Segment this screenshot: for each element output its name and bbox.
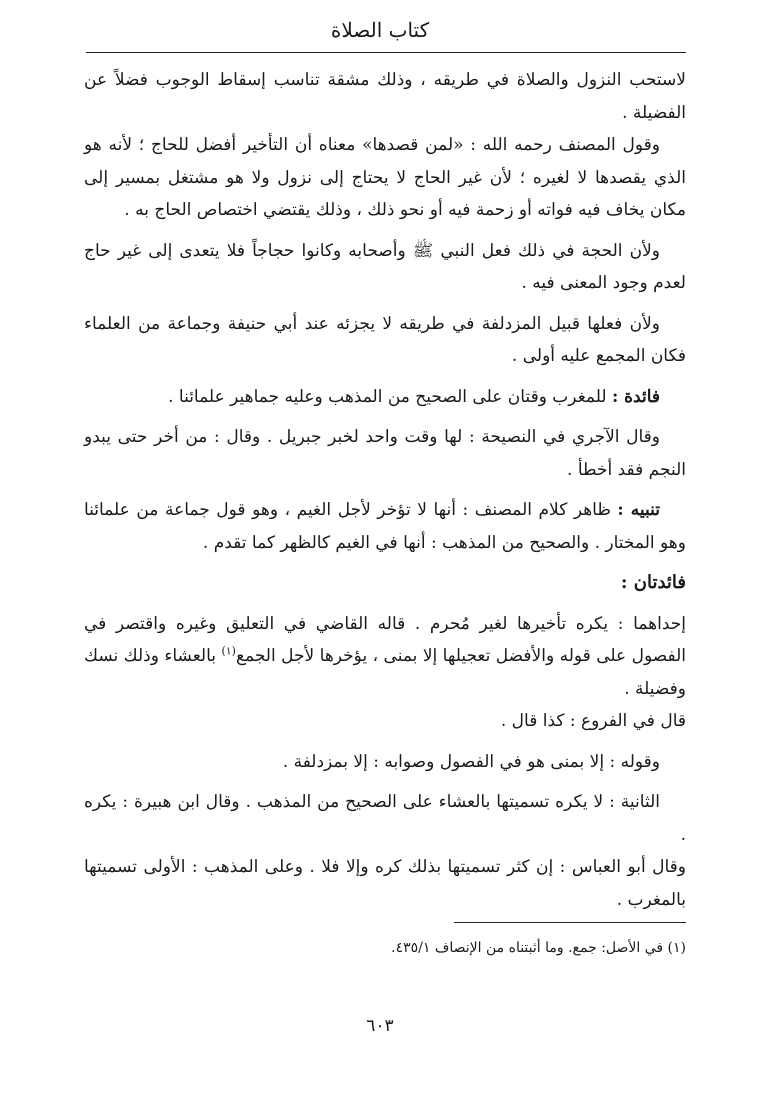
- furu-note: قال في الفروع : كذا قال .: [500, 711, 686, 731]
- faida-text: للمغرب وقتان على الصحيح من المذهب وعليه جماهير علمائنا .: [168, 386, 612, 407]
- header-rule: [86, 52, 686, 53]
- qawluhu-note: وقوله : إلا بمنى هو في الفصول وصوابه : إلا بمزدلفة .: [282, 751, 660, 772]
- main-text: [84, 64, 686, 924]
- paragraph: لاستحب النزول والصلاة في طريقه ، وذلك مشقة تناسب إسقاط الوجوب فضلاً عن الفضيلة .: [84, 70, 686, 123]
- second-faida: الثانية : لا يكره تسميتها بالعشاء على الصحيح من المذهب . وقال ابن هبيرة : يكره .: [84, 792, 686, 845]
- paragraph: ولأن فعلها قبيل المزدلفة في طريقه لا يجزئه عند أبي حنيفة وجماعة من العلماء فكان المجمع عليه أولى .: [84, 313, 686, 366]
- paragraph: وقول المصنف رحمه الله : «لمن قصدها» معناه أن التأخير أفضل للحاج ؛ لأنه هو الذي يقصدها لا لغيره ؛ لأن غير الحاج لا يحتاج إلى نزول ولا هو مشتغل بمسير إلى مكان يخاف فيه فواته أو زحمة فيه أو نحو ذلك ، وذلك يقتضي اختصاص الحاج به .: [84, 135, 686, 220]
- tanbih-term: تنبيه :: [617, 500, 660, 520]
- footnote: (١) في الأصل: جمع. وما أثبتناه من الإنصاف ٤٣٥/١.: [391, 940, 686, 956]
- faida-note: [84, 381, 686, 414]
- faidatan-heading: فائدتان :: [620, 572, 686, 593]
- footnote-rule: [454, 922, 686, 923]
- paragraph: ولأن الحجة في ذلك فعل النبي ﷺ وأصحابه وكانوا حجاجاً فلا يتعدى إلى غير حاج لعدم وجود المعنى فيه .: [84, 240, 686, 293]
- tanbih-text: ظاهر كلام المصنف : أنها لا تؤخر لأجل الغيم ، وهو قول جماعة من علمائنا وهو المختار . والصحيح من المذهب : أنها في الغيم كالظهر كما تقدم .: [84, 500, 686, 553]
- faida-term: فائدة :: [611, 386, 660, 407]
- first-faida-continuation: بالعشاء وذلك نسك وفضيلة .: [84, 646, 686, 699]
- running-header: كتاب الصلاة: [330, 18, 430, 42]
- page-number: ٦٠٣: [366, 1016, 394, 1036]
- tanbih-note: [84, 494, 686, 559]
- footnote-reference[interactable]: (١): [221, 644, 236, 658]
- first-faida-text: إحداهما : يكره تأخيرها لغير مُحرم . قاله القاضي في التعليق وغيره واقتصر في الفصول على قوله والأفضل تعجيلها إلا بمنى ، يؤخرها لأجل الجمع: [84, 613, 686, 666]
- first-faida: [84, 608, 686, 706]
- abbas-note: وقال أبو العباس : إن كثر تسميتها بذلك كره وإلا فلا . وعلى المذهب : الأولى تسميتها بالمغرب .: [84, 857, 686, 910]
- ajurri-note: وقال الآجري في النصيحة : لها وقت واحد لخبر جبريل . وقال : من أخر حتى يبدو النجم فقد أخطأ .: [84, 427, 686, 480]
